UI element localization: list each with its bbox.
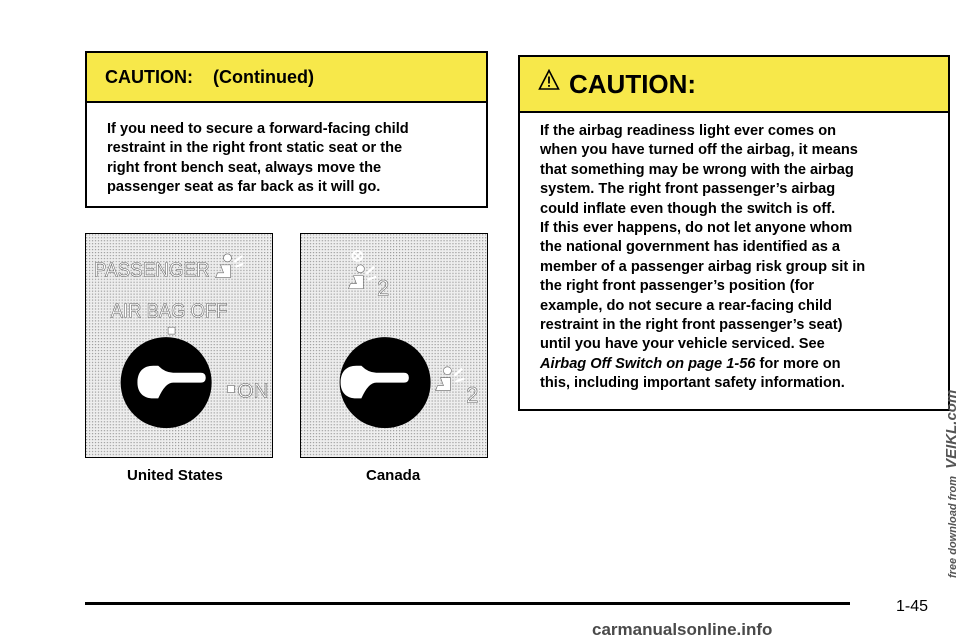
- page-number: 1-45: [896, 598, 929, 615]
- caution-line: could inflate even though the switch is off.: [540, 200, 836, 217]
- caution-line: restraint in the right front passenger’s seat): [540, 317, 843, 334]
- airbag-switch-canada-figure: [300, 233, 488, 458]
- caution-text: [87, 103, 486, 198]
- caution-line: until you have your vehicle serviced. See: [540, 336, 825, 353]
- caution-line: example, do not secure a rear-facing child: [540, 297, 832, 314]
- figure-caption-canada: Canada: [366, 467, 421, 484]
- caution-header: [520, 57, 948, 113]
- off-indicator-square: [168, 327, 175, 334]
- caution-line: the right front passenger’s position (for: [540, 278, 815, 295]
- caution-header: [87, 53, 486, 103]
- caution-line: passenger seat as far back as it will go.: [107, 179, 381, 196]
- caution-text: [520, 113, 948, 394]
- watermark-bottom[interactable]: carmanualsonline.info: [592, 620, 773, 639]
- caution-line: right front bench seat, always move the: [107, 159, 382, 176]
- watermark-side-text: free download from: [947, 475, 959, 578]
- caution-line: system. The right front passenger’s airbag: [540, 181, 836, 198]
- caution-line: If this ever happens, do not let anyone whom: [540, 220, 853, 237]
- caution-line: [540, 355, 928, 374]
- caution-line: the national government has identified as a: [540, 239, 841, 256]
- airbag-switch-us-illustration: [86, 234, 272, 457]
- airbag-switch-us-figure: [85, 233, 273, 458]
- caution-box-airbag-light: [518, 55, 950, 411]
- figure-caption-us: United States: [127, 467, 223, 484]
- watermark-side: [943, 390, 960, 578]
- caution-box-continued: [85, 51, 488, 208]
- passenger-label: PASSENGER: [93, 258, 210, 282]
- warning-triangle-icon: [538, 69, 560, 91]
- caution-line: that something may be wrong with the airbag: [540, 161, 854, 178]
- caution-line: this, including important safety information.: [540, 375, 845, 392]
- on-indicator-square: [227, 386, 234, 393]
- airbag-switch-canada-illustration: [301, 234, 487, 457]
- footer-rule: [85, 602, 850, 605]
- caution-line: If the airbag readiness light ever comes on: [540, 123, 837, 139]
- caution-line: restraint in the right front static seat or the: [107, 140, 403, 157]
- caution-text-tail: for more on: [755, 355, 841, 372]
- caution-title: CAUTION:: [569, 68, 697, 99]
- caution-line: member of a passenger airbag risk group sit in: [540, 258, 866, 275]
- watermark-side-brand: VEIKL.com: [943, 389, 960, 469]
- on-label: ON: [237, 379, 269, 403]
- caution-line: when you have turned off the airbag, it means: [540, 142, 858, 159]
- digit-label: 2: [377, 275, 390, 301]
- airbag-off-label: AIR BAG OFF: [110, 299, 228, 323]
- digit-label: 2: [466, 382, 479, 408]
- caution-title: CAUTION: (Continued): [105, 66, 314, 87]
- caution-line: If you need to secure a forward-facing child: [107, 121, 409, 137]
- cross-reference-link[interactable]: Airbag Off Switch on page 1-56: [540, 355, 756, 372]
